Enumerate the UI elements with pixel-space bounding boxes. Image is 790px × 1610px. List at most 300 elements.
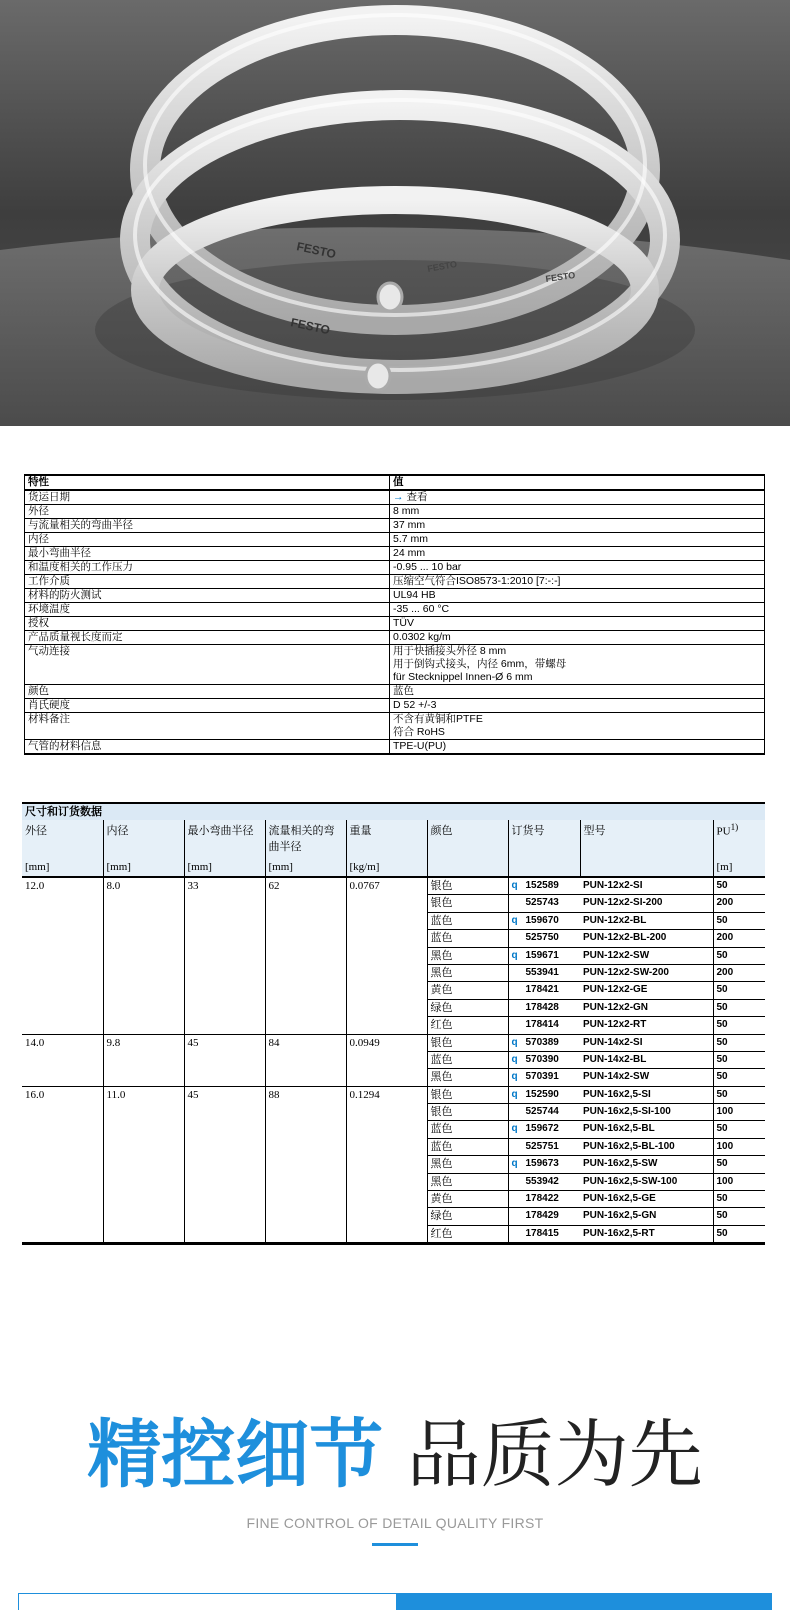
type-cell: PUN-12x2-RT xyxy=(580,1017,713,1034)
part-number[interactable]: 570391 xyxy=(525,1071,559,1083)
quick-delivery-icon[interactable]: q xyxy=(511,880,518,891)
spec-label: 与流量相关的弯曲半径 xyxy=(25,519,390,533)
group-flow-r xyxy=(265,1017,346,1034)
spec-value xyxy=(390,617,765,631)
spec-value-line xyxy=(393,505,761,518)
spec-value-text: 5.7 mm xyxy=(393,533,429,545)
part-number-cell[interactable] xyxy=(508,1034,580,1051)
section-tab-fill xyxy=(396,1594,771,1610)
group-flow-r xyxy=(265,1191,346,1208)
part-number-cell xyxy=(508,1225,580,1243)
part-number-cell[interactable] xyxy=(508,1069,580,1086)
spec-value-text: 蓝色 xyxy=(393,685,414,697)
group-od: 16.0 xyxy=(22,1086,103,1103)
group-od xyxy=(22,947,103,964)
group-flow-r xyxy=(265,1173,346,1190)
part-number: 525751 xyxy=(525,1140,559,1152)
group-od xyxy=(22,1138,103,1155)
brand-print: FESTO xyxy=(544,269,576,284)
group-flow-r xyxy=(265,982,346,999)
order-column-header xyxy=(508,820,580,877)
spec-value-text: 符合 RoHS xyxy=(393,726,445,738)
order-row xyxy=(22,1086,765,1103)
spec-value-text: 0.0302 kg/m xyxy=(393,631,451,643)
pu-cell: 50 xyxy=(713,1208,765,1225)
group-weight xyxy=(346,1104,427,1121)
order-row xyxy=(22,1121,765,1138)
group-min-r xyxy=(184,1156,265,1173)
part-number-cell xyxy=(508,982,580,999)
part-number-cell[interactable] xyxy=(508,947,580,964)
part-number: 178429 xyxy=(525,1210,559,1222)
group-od xyxy=(22,1017,103,1034)
color-cell: 蓝色 xyxy=(427,930,508,947)
part-number: 553942 xyxy=(525,1175,559,1187)
group-od xyxy=(22,1104,103,1121)
spec-value-line xyxy=(393,740,761,753)
spec-label: 气动连接 xyxy=(25,645,390,685)
group-od xyxy=(22,1208,103,1225)
column-label: 型号 xyxy=(583,825,606,837)
order-row xyxy=(22,1208,765,1225)
group-min-r xyxy=(184,930,265,947)
spec-label: 和温度相关的工作压力 xyxy=(25,561,390,575)
group-flow-r xyxy=(265,999,346,1016)
tube-coil-illustration xyxy=(0,0,790,426)
spec-value-line xyxy=(393,561,761,574)
pu-cell: 50 xyxy=(713,1225,765,1243)
group-id xyxy=(103,1017,184,1034)
part-number-cell xyxy=(508,1208,580,1225)
quick-delivery-icon[interactable]: q xyxy=(511,1071,518,1083)
spec-value-text: -0.95 ... 10 bar xyxy=(393,561,462,573)
part-number[interactable]: 159672 xyxy=(525,1123,559,1135)
group-weight: 0.0767 xyxy=(346,877,427,895)
order-row xyxy=(22,930,765,947)
spec-label: 外径 xyxy=(25,505,390,519)
part-number-cell xyxy=(508,999,580,1016)
part-number: 553941 xyxy=(525,966,559,978)
group-flow-r xyxy=(265,964,346,981)
part-number-cell[interactable] xyxy=(508,912,580,929)
spec-value-line xyxy=(393,645,761,658)
group-flow-r xyxy=(265,1069,346,1086)
quick-delivery-icon[interactable]: q xyxy=(511,914,518,926)
group-id xyxy=(103,1208,184,1225)
spec-value[interactable] xyxy=(390,490,765,505)
spec-label: 产品质量视长度而定 xyxy=(25,631,390,645)
group-od: 14.0 xyxy=(22,1034,103,1051)
group-min-r xyxy=(184,1104,265,1121)
spec-value-line xyxy=(393,671,761,684)
type-cell: PUN-16x2,5-SI-100 xyxy=(580,1104,713,1121)
color-cell: 红色 xyxy=(427,1017,508,1034)
part-number[interactable]: 152589 xyxy=(525,880,559,891)
spec-value-text: D 52 +/-3 xyxy=(393,699,437,711)
pu-cell: 50 xyxy=(713,1034,765,1051)
type-cell: PUN-12x2-BL xyxy=(580,912,713,929)
spec-value-text: 不含有黄铜和PTFE xyxy=(393,713,483,725)
color-cell: 黑色 xyxy=(427,964,508,981)
column-footnote: 1) xyxy=(730,822,739,832)
group-weight xyxy=(346,1017,427,1034)
group-id: 9.8 xyxy=(103,1034,184,1051)
part-number[interactable]: 159671 xyxy=(525,949,559,961)
group-min-r xyxy=(184,895,265,912)
group-min-r xyxy=(184,947,265,964)
spec-value xyxy=(390,631,765,645)
group-id xyxy=(103,912,184,929)
order-column-header xyxy=(22,820,103,877)
order-data-table xyxy=(22,802,765,1245)
order-row xyxy=(22,1051,765,1068)
order-row xyxy=(22,1017,765,1034)
color-cell: 绿色 xyxy=(427,999,508,1016)
type-cell: PUN-14x2-BL xyxy=(580,1051,713,1068)
group-id xyxy=(103,947,184,964)
quick-delivery-icon[interactable]: q xyxy=(511,949,518,961)
group-weight xyxy=(346,912,427,929)
spec-label: 肖氏硬度 xyxy=(25,699,390,713)
group-min-r xyxy=(184,1138,265,1155)
section-tab-bar xyxy=(18,1593,772,1610)
spec-value xyxy=(390,533,765,547)
group-flow-r xyxy=(265,1051,346,1068)
type-cell: PUN-16x2,5-BL xyxy=(580,1121,713,1138)
group-id xyxy=(103,964,184,981)
pu-cell: 100 xyxy=(713,1173,765,1190)
type-cell: PUN-16x2,5-BL-100 xyxy=(580,1138,713,1155)
spec-row xyxy=(25,645,765,685)
color-cell: 银色 xyxy=(427,1104,508,1121)
order-row xyxy=(22,982,765,999)
order-row xyxy=(22,877,765,895)
pu-cell: 50 xyxy=(713,999,765,1016)
color-cell: 银色 xyxy=(427,877,508,895)
group-min-r xyxy=(184,1225,265,1243)
spec-value xyxy=(390,603,765,617)
pu-cell: 50 xyxy=(713,1156,765,1173)
type-cell: PUN-12x2-GE xyxy=(580,982,713,999)
spec-row xyxy=(25,490,765,505)
spec-label: 材料的防火测试 xyxy=(25,589,390,603)
group-min-r: 45 xyxy=(184,1086,265,1103)
color-cell: 黄色 xyxy=(427,982,508,999)
spec-value-line xyxy=(393,699,761,712)
part-number: 525743 xyxy=(525,897,559,909)
column-label: PU xyxy=(716,825,731,838)
order-row xyxy=(22,1034,765,1051)
type-cell: PUN-16x2,5-SW xyxy=(580,1156,713,1173)
spec-row xyxy=(25,589,765,603)
quick-delivery-icon[interactable]: q xyxy=(511,1158,518,1170)
spec-row xyxy=(25,713,765,740)
color-cell: 蓝色 xyxy=(427,1138,508,1155)
spec-label: 货运日期 xyxy=(25,490,390,505)
column-unit: [mm] xyxy=(106,861,131,873)
group-flow-r: 84 xyxy=(265,1034,346,1051)
pu-cell: 200 xyxy=(713,964,765,981)
group-weight xyxy=(346,895,427,912)
spec-value-text: 37 mm xyxy=(393,519,426,531)
group-weight xyxy=(346,1191,427,1208)
type-cell: PUN-16x2,5-SW-100 xyxy=(580,1173,713,1190)
spec-value xyxy=(390,685,765,699)
part-number[interactable]: 152590 xyxy=(525,1088,559,1100)
spec-row xyxy=(25,685,765,699)
color-cell: 银色 xyxy=(427,1086,508,1103)
spec-value-line xyxy=(393,533,761,546)
spec-row xyxy=(25,603,765,617)
type-cell: PUN-12x2-BL-200 xyxy=(580,930,713,947)
pu-cell: 50 xyxy=(713,912,765,929)
order-column-header xyxy=(580,820,713,877)
group-od xyxy=(22,912,103,929)
column-label: 外径 xyxy=(25,825,47,837)
part-number-cell xyxy=(508,1017,580,1034)
order-column-header xyxy=(265,820,346,877)
spec-value-text[interactable]: 查看 xyxy=(406,491,428,503)
spec-header-row xyxy=(25,475,765,490)
spec-value-line xyxy=(393,617,761,630)
group-min-r xyxy=(184,912,265,929)
group-flow-r: 62 xyxy=(265,877,346,895)
spec-value xyxy=(390,575,765,589)
spec-value-line xyxy=(393,631,761,644)
spec-value xyxy=(390,505,765,519)
spec-value-text: 用于快插接头外径 8 mm xyxy=(393,645,507,657)
group-od xyxy=(22,930,103,947)
pu-cell: 50 xyxy=(713,1069,765,1086)
spec-row xyxy=(25,575,765,589)
group-weight xyxy=(346,1051,427,1068)
headline-subtitle: FINE CONTROL OF DETAIL QUALITY FIRST xyxy=(246,1515,544,1531)
group-id xyxy=(103,1173,184,1190)
quick-delivery-icon[interactable]: q xyxy=(511,1088,518,1100)
column-unit: [m] xyxy=(716,861,733,873)
type-cell: PUN-14x2-SI xyxy=(580,1034,713,1051)
order-column-header xyxy=(346,820,427,877)
product-photo xyxy=(0,0,790,426)
spec-value-line xyxy=(393,726,761,739)
type-cell: PUN-14x2-SW xyxy=(580,1069,713,1086)
group-id xyxy=(103,1191,184,1208)
brand-print: FESTO xyxy=(289,315,332,338)
spec-label: 材料备注 xyxy=(25,713,390,740)
order-row xyxy=(22,912,765,929)
color-cell: 蓝色 xyxy=(427,1051,508,1068)
group-min-r: 33 xyxy=(184,877,265,895)
spec-value-text: -35 ... 60 °C xyxy=(393,603,450,615)
group-od xyxy=(22,964,103,981)
column-label: 最小弯曲半径 xyxy=(187,825,254,837)
group-flow-r xyxy=(265,1225,346,1243)
part-number-cell[interactable] xyxy=(508,1051,580,1068)
spec-row xyxy=(25,699,765,713)
part-number[interactable]: 159670 xyxy=(525,914,559,926)
order-row xyxy=(22,1191,765,1208)
part-number-cell xyxy=(508,964,580,981)
spec-row xyxy=(25,617,765,631)
part-number-cell[interactable] xyxy=(508,877,580,895)
color-cell: 黑色 xyxy=(427,1069,508,1086)
group-weight xyxy=(346,930,427,947)
quick-delivery-icon[interactable]: q xyxy=(511,1123,518,1135)
part-number-cell[interactable] xyxy=(508,1086,580,1103)
quick-delivery-icon[interactable]: q xyxy=(511,1053,518,1065)
spec-row xyxy=(25,533,765,547)
group-id xyxy=(103,1138,184,1155)
group-od xyxy=(22,999,103,1016)
type-cell: PUN-12x2-SI xyxy=(580,877,713,895)
quick-delivery-icon[interactable]: q xyxy=(511,1036,518,1048)
spec-label: 气管的材料信息 xyxy=(25,740,390,755)
color-cell: 银色 xyxy=(427,895,508,912)
order-row xyxy=(22,1104,765,1121)
spec-label: 工作介质 xyxy=(25,575,390,589)
headline-dark: 品质为先 xyxy=(406,1412,703,1498)
type-cell: PUN-16x2,5-GE xyxy=(580,1191,713,1208)
column-label: 重量 xyxy=(349,825,372,837)
pu-cell: 100 xyxy=(713,1104,765,1121)
part-number[interactable]: 570390 xyxy=(525,1053,559,1065)
spec-table xyxy=(24,474,765,755)
spec-value-line[interactable] xyxy=(393,491,761,504)
group-weight xyxy=(346,1208,427,1225)
group-flow-r xyxy=(265,1208,346,1225)
part-number: 525750 xyxy=(525,932,559,944)
color-cell: 蓝色 xyxy=(427,912,508,929)
type-cell: PUN-16x2,5-SI xyxy=(580,1086,713,1103)
spec-row xyxy=(25,505,765,519)
order-column-header xyxy=(184,820,265,877)
spec-label: 内径 xyxy=(25,533,390,547)
column-label: 颜色 xyxy=(430,825,453,837)
spec-value-text: TPE-U(PU) xyxy=(393,740,447,752)
group-flow-r xyxy=(265,1104,346,1121)
color-cell: 黑色 xyxy=(427,1173,508,1190)
part-number: 178414 xyxy=(525,1019,559,1031)
group-weight xyxy=(346,1138,427,1155)
group-id xyxy=(103,930,184,947)
group-id xyxy=(103,1104,184,1121)
color-cell: 黄色 xyxy=(427,1191,508,1208)
column-unit: [mm] xyxy=(268,861,293,873)
type-cell: PUN-16x2,5-GN xyxy=(580,1208,713,1225)
pu-cell: 50 xyxy=(713,947,765,964)
spec-value-text: 用于倒钩式接头，内径 6mm，带螺母 xyxy=(393,658,567,670)
spec-value-text: UL94 HB xyxy=(393,589,436,601)
group-id xyxy=(103,1225,184,1243)
column-unit: [mm] xyxy=(25,861,50,873)
spec-value-line xyxy=(393,547,761,560)
group-id xyxy=(103,1156,184,1173)
group-id xyxy=(103,982,184,999)
part-number: 178428 xyxy=(525,1001,559,1013)
group-min-r xyxy=(184,1069,265,1086)
group-flow-r xyxy=(265,1138,346,1155)
pu-cell: 50 xyxy=(713,982,765,999)
group-id xyxy=(103,1051,184,1068)
spec-value-text: 24 mm xyxy=(393,547,426,559)
order-row xyxy=(22,895,765,912)
group-weight: 0.0949 xyxy=(346,1034,427,1051)
group-flow-r xyxy=(265,912,346,929)
part-number-cell[interactable] xyxy=(508,1121,580,1138)
order-column-header xyxy=(103,820,184,877)
part-number-cell[interactable] xyxy=(508,1156,580,1173)
spec-value-line xyxy=(393,658,761,671)
order-row xyxy=(22,1069,765,1086)
color-cell: 蓝色 xyxy=(427,1121,508,1138)
group-od xyxy=(22,1191,103,1208)
group-min-r xyxy=(184,1121,265,1138)
color-cell: 黑色 xyxy=(427,1156,508,1173)
group-od xyxy=(22,1156,103,1173)
group-weight xyxy=(346,964,427,981)
group-flow-r xyxy=(265,947,346,964)
group-od xyxy=(22,1051,103,1068)
column-unit: [kg/m] xyxy=(349,861,380,873)
pu-cell: 50 xyxy=(713,1191,765,1208)
group-id xyxy=(103,895,184,912)
part-number[interactable]: 159673 xyxy=(525,1158,559,1170)
spec-value xyxy=(390,699,765,713)
group-id xyxy=(103,999,184,1016)
order-row xyxy=(22,1138,765,1155)
group-min-r: 45 xyxy=(184,1034,265,1051)
pu-cell: 200 xyxy=(713,930,765,947)
part-number[interactable]: 570389 xyxy=(525,1036,559,1048)
pu-cell: 100 xyxy=(713,1138,765,1155)
group-weight xyxy=(346,1121,427,1138)
spec-value xyxy=(390,519,765,533)
spec-value xyxy=(390,561,765,575)
group-weight xyxy=(346,947,427,964)
group-flow-r xyxy=(265,895,346,912)
spec-value-text: TÜV xyxy=(393,617,414,629)
group-min-r xyxy=(184,1208,265,1225)
part-number: 178422 xyxy=(525,1193,559,1205)
group-id xyxy=(103,1121,184,1138)
spec-row xyxy=(25,631,765,645)
spec-value-line xyxy=(393,589,761,602)
column-label: 订货号 xyxy=(511,825,545,837)
part-number-cell xyxy=(508,1173,580,1190)
column-unit: [mm] xyxy=(187,861,212,873)
pu-cell: 200 xyxy=(713,895,765,912)
part-number-cell xyxy=(508,1138,580,1155)
order-row xyxy=(22,947,765,964)
column-label: 流量相关的弯曲半径 xyxy=(268,825,335,853)
group-flow-r: 88 xyxy=(265,1086,346,1103)
spec-value-line xyxy=(393,713,761,726)
group-od xyxy=(22,895,103,912)
order-row xyxy=(22,1225,765,1243)
part-number-cell xyxy=(508,930,580,947)
spec-row xyxy=(25,547,765,561)
group-weight xyxy=(346,1173,427,1190)
arrow-right-icon[interactable]: → xyxy=(393,491,404,503)
headline xyxy=(0,1412,790,1498)
group-od xyxy=(22,1069,103,1086)
spec-header-property: 特性 xyxy=(25,475,390,490)
group-flow-r xyxy=(265,1121,346,1138)
group-min-r xyxy=(184,1173,265,1190)
part-number: 178415 xyxy=(525,1227,559,1239)
group-min-r xyxy=(184,999,265,1016)
spec-value-line xyxy=(393,519,761,532)
